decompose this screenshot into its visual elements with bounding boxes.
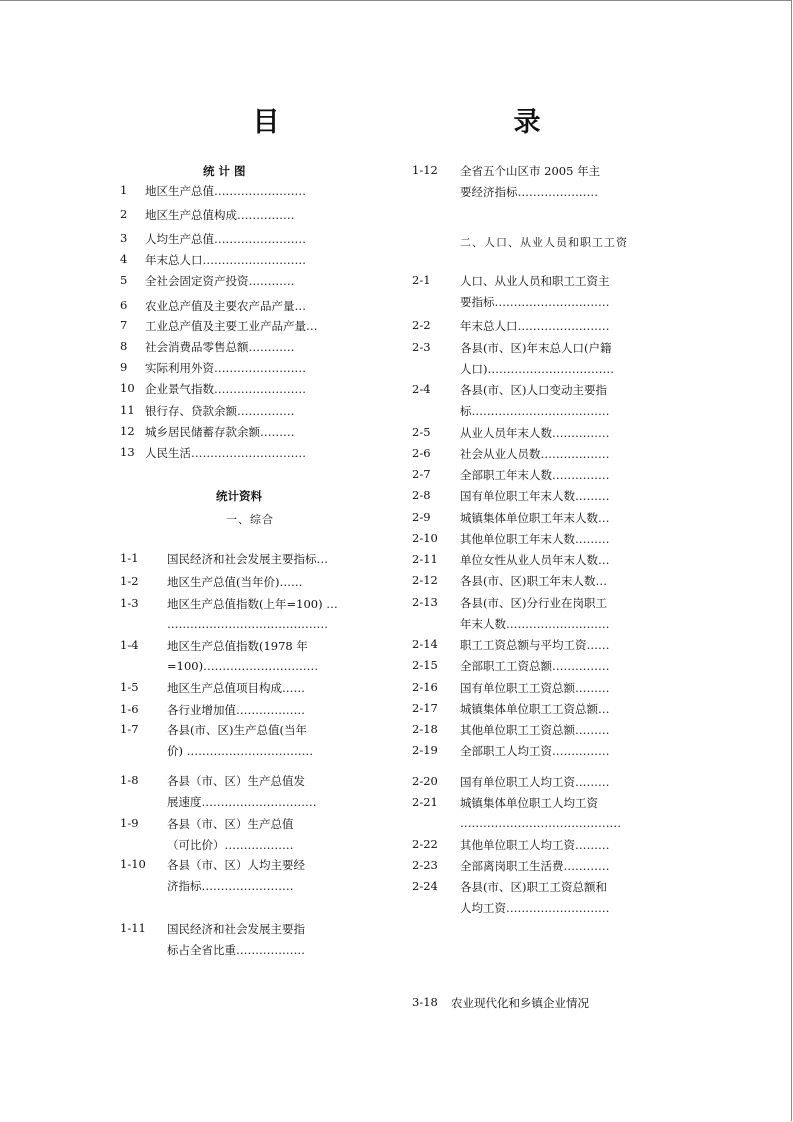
- entry-title-line: 各县(市、区)人口变动主要指: [460, 383, 607, 397]
- entry-number: 1: [120, 183, 128, 197]
- entry-title-line: 其他单位职工年末人数………: [460, 532, 610, 546]
- entry-number: 2-9: [412, 510, 431, 524]
- entry-title-line: 标………………………………: [460, 404, 610, 418]
- entry-title-line: 各县(市、区)职工年末人数…: [460, 574, 607, 588]
- entry-title-line: 其他单位职工工资总额………: [460, 723, 610, 737]
- entry-number: 1-3: [120, 596, 139, 610]
- entry-title-line: 全省五个山区市 2005 年主: [460, 164, 601, 178]
- entry-title-line: =100)…………………………: [167, 659, 319, 673]
- entry-title-line: 单位女性从业人员年末人数…: [460, 553, 610, 567]
- entry-title-line: 全部职工人均工资……………: [460, 744, 610, 758]
- entry-title-line: 地区生产总值构成……………: [145, 208, 295, 222]
- entry-number: 2-3: [412, 340, 431, 354]
- entry-number: 3: [120, 231, 128, 245]
- entry-number: 13: [120, 445, 135, 459]
- entry-number: 5: [120, 273, 128, 287]
- entry-number: 2-24: [412, 879, 438, 893]
- entry-title-line: 企业景气指数……………………: [145, 382, 306, 396]
- entry-number: 2-16: [412, 680, 438, 694]
- entry-title-line: 展速度…………………………: [167, 795, 317, 809]
- entry-number: 6: [120, 298, 128, 312]
- entry-number: 1-7: [120, 722, 139, 736]
- entry-title-line: 要经济指标…………………: [460, 185, 598, 199]
- entry-number: 1-5: [120, 680, 139, 694]
- entry-title-line: 城镇集体单位职工人均工资: [460, 796, 598, 810]
- entry-number: 2-22: [412, 837, 438, 851]
- entry-number: 2-15: [412, 658, 438, 672]
- entry-title-line: 城镇集体单位职工工资总额…: [460, 702, 610, 716]
- entry-title-line: 城乡居民储蓄存款余额………: [145, 425, 295, 439]
- entry-number: 2: [120, 207, 128, 221]
- entry-number: 12: [120, 424, 135, 438]
- entry-number: 2-10: [412, 531, 438, 545]
- entry-number: 1-11: [120, 921, 146, 935]
- entry-title-line: 国有单位职工工资总额………: [460, 681, 610, 695]
- entry-title-line: 全部职工工资总额……………: [460, 659, 610, 673]
- entry-title-line: 人口)……………………………: [460, 362, 614, 376]
- entry-number: 2-11: [412, 552, 438, 566]
- entry-title-line: 国有单位职工人均工资………: [460, 775, 610, 789]
- entry-number: 2-17: [412, 701, 438, 715]
- entry-title-line: ……………………………………: [167, 617, 328, 631]
- entry-title-line: 全部职工年末人数……………: [460, 468, 610, 482]
- entry-title-line: 银行存、贷款余额……………: [145, 404, 295, 418]
- entry-number: 9: [120, 360, 128, 374]
- entry-title-line: 地区生产总值……………………: [145, 184, 306, 198]
- entry-title-line: 农业总产值及主要农产品产量…: [145, 299, 306, 313]
- entry-number: 1-4: [120, 638, 139, 652]
- entry-title-line: （可比价）………………: [167, 838, 294, 852]
- entry-title-line: 年末总人口……………………: [460, 319, 610, 333]
- entry-number: 2-23: [412, 858, 438, 872]
- entry-title-line: 工业总产值及主要工业产品产量…: [145, 319, 318, 333]
- entry-title-line: 人均工资………………………: [460, 901, 610, 915]
- entry-title-line: 各县（市、区）人均主要经: [167, 858, 305, 872]
- entry-title-line: 各县(市、区)职工工资总额和: [460, 880, 607, 894]
- entry-title-line: 国民经济和社会发展主要指标…: [167, 552, 328, 566]
- entry-number: 1-10: [120, 857, 146, 871]
- entry-number: 1-8: [120, 773, 139, 787]
- entry-title-line: 实际利用外资……………………: [145, 361, 306, 375]
- entry-title-line: 标占全省比重………………: [167, 943, 305, 957]
- entry-number: 2-7: [412, 467, 431, 481]
- entry-number: 10: [120, 381, 135, 395]
- entry-title-line: 价) ……………………………: [167, 744, 314, 758]
- entry-title-line: 各县(市、区)年末总人口(户籍: [460, 341, 612, 355]
- entry-title-line: 济指标……………………: [167, 879, 294, 893]
- entry-number: 11: [120, 403, 135, 417]
- entry-title-line: 人口、从业人员和职工工资主: [460, 274, 610, 288]
- entry-title-line: 人民生活…………………………: [145, 446, 306, 460]
- entry-number: 2-13: [412, 595, 438, 609]
- entry-title-line: 职工工资总额与平均工资……: [460, 638, 610, 652]
- entry-title-line: 地区生产总值项目构成……: [167, 681, 305, 695]
- data-heading: 统计资料: [216, 489, 262, 503]
- entry-number: 2-1: [412, 273, 431, 287]
- entry-number: 1-1: [120, 551, 139, 565]
- entry-number: 1-12: [412, 163, 438, 177]
- entry-number: 2-19: [412, 743, 438, 757]
- entry-title-line: 其他单位职工人均工资………: [460, 838, 610, 852]
- entry-number: 2-14: [412, 637, 438, 651]
- entry-number: 1-6: [120, 702, 139, 716]
- entry-title-line: 各县（市、区）生产总值发: [167, 774, 305, 788]
- entry-number: 7: [120, 318, 128, 332]
- entry-title-line: 国有单位职工年末人数………: [460, 489, 610, 503]
- section-heading-1: 一、综合: [226, 513, 274, 526]
- page-title: 目 录: [252, 107, 601, 138]
- entry-number: 2-2: [412, 318, 431, 332]
- entry-title-line: 人均生产总值……………………: [145, 232, 306, 246]
- entry-number: 1-2: [120, 574, 139, 588]
- footer-entry-title[interactable]: 农业现代化和乡镇企业情况: [451, 996, 589, 1010]
- entry-title-line: 各行业增加值………………: [167, 703, 305, 717]
- entry-title-line: 城镇集体单位职工年末人数…: [460, 511, 610, 525]
- charts-heading: 统 计 图: [203, 164, 246, 178]
- entry-title-line: 从业人员年末人数……………: [460, 426, 610, 440]
- entry-number: 2-5: [412, 425, 431, 439]
- entry-number: 2-20: [412, 774, 438, 788]
- entry-title-line: 年末总人口………………………: [145, 253, 306, 267]
- entry-title-line: ……………………………………: [460, 816, 621, 830]
- entry-title-line: 要指标…………………………: [460, 295, 610, 309]
- entry-title-line: 各县（市、区）生产总值: [167, 817, 294, 831]
- entry-number: 4: [120, 252, 128, 266]
- entry-number: 2-8: [412, 488, 431, 502]
- entry-number: 2-6: [412, 446, 431, 460]
- entry-number: 2-18: [412, 722, 438, 736]
- entry-title-line: 社会消费品零售总额…………: [145, 340, 295, 354]
- section-heading-2: 二、人口、从业人员和职工工资: [460, 236, 628, 249]
- entry-title-line: 全部离岗职工生活费…………: [460, 859, 610, 873]
- footer-entry-number[interactable]: 3-18: [412, 995, 438, 1009]
- entry-title-line: 地区生产总值指数(1978 年: [167, 639, 308, 653]
- entry-title-line: 各县(市、区)生产总值(当年: [167, 723, 307, 737]
- entry-number: 1-9: [120, 816, 139, 830]
- entry-title-line: 全社会固定资产投资…………: [145, 274, 295, 288]
- entry-number: 8: [120, 339, 128, 353]
- entry-title-line: 社会从业人员数………………: [460, 447, 610, 461]
- entry-number: 2-4: [412, 382, 431, 396]
- entry-title-line: 年末人数………………………: [460, 617, 610, 631]
- entry-number: 2-12: [412, 573, 438, 587]
- entry-title-line: 地区生产总值(当年价)……: [167, 575, 303, 589]
- entry-title-line: 各县(市、区)分行业在岗职工: [460, 596, 607, 610]
- entry-title-line: 国民经济和社会发展主要指: [167, 922, 305, 936]
- entry-number: 2-21: [412, 795, 438, 809]
- entry-title-line: 地区生产总值指数(上年=100) …: [167, 597, 338, 611]
